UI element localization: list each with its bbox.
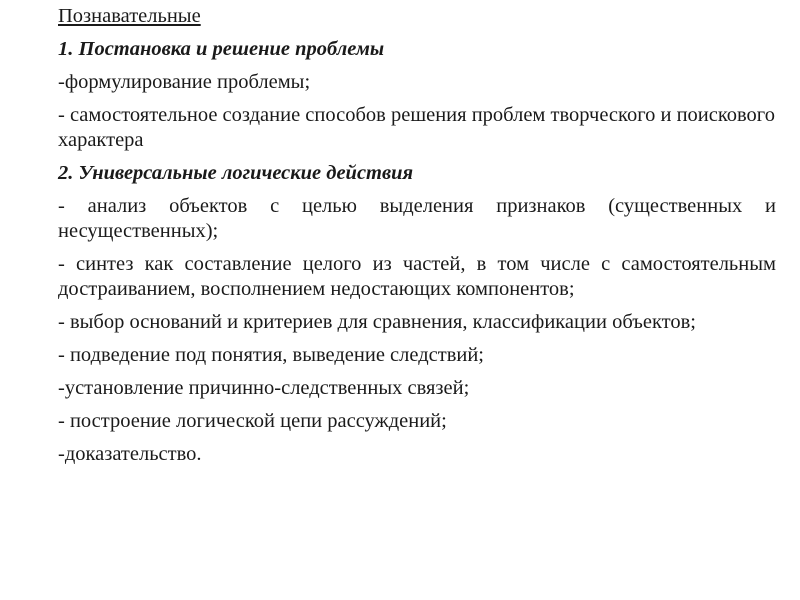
list-item: - синтез как составление целого из частей, в том числе с самостоятельным достраиванием, восполнением недостающих компонентов; [58,253,776,300]
section-heading-logical-actions: 2. Универсальные логические действия [58,162,414,184]
list-item: - выбор оснований и критериев для сравнения, классификации объектов; [58,311,696,333]
list-item: -доказательство. [58,443,202,465]
list-item: - подведение под понятия, выведение следствий; [58,344,485,366]
slide-title: Познавательные [58,5,201,27]
list-item: - построение логической цепи рассуждений; [58,410,447,432]
list-item: - анализ объектов с целью выделения признаков (существенных и несущественных); [58,195,776,242]
list-item: -установление причинно-следственных связей; [58,377,470,399]
section-heading-problem-solving: 1. Постановка и решение проблемы [58,38,385,60]
slide-content [58,4,776,475]
list-item: - самостоятельное создание способов решения проблем творческого и поискового характера [58,104,775,151]
list-item: -формулирование проблемы; [58,71,311,93]
